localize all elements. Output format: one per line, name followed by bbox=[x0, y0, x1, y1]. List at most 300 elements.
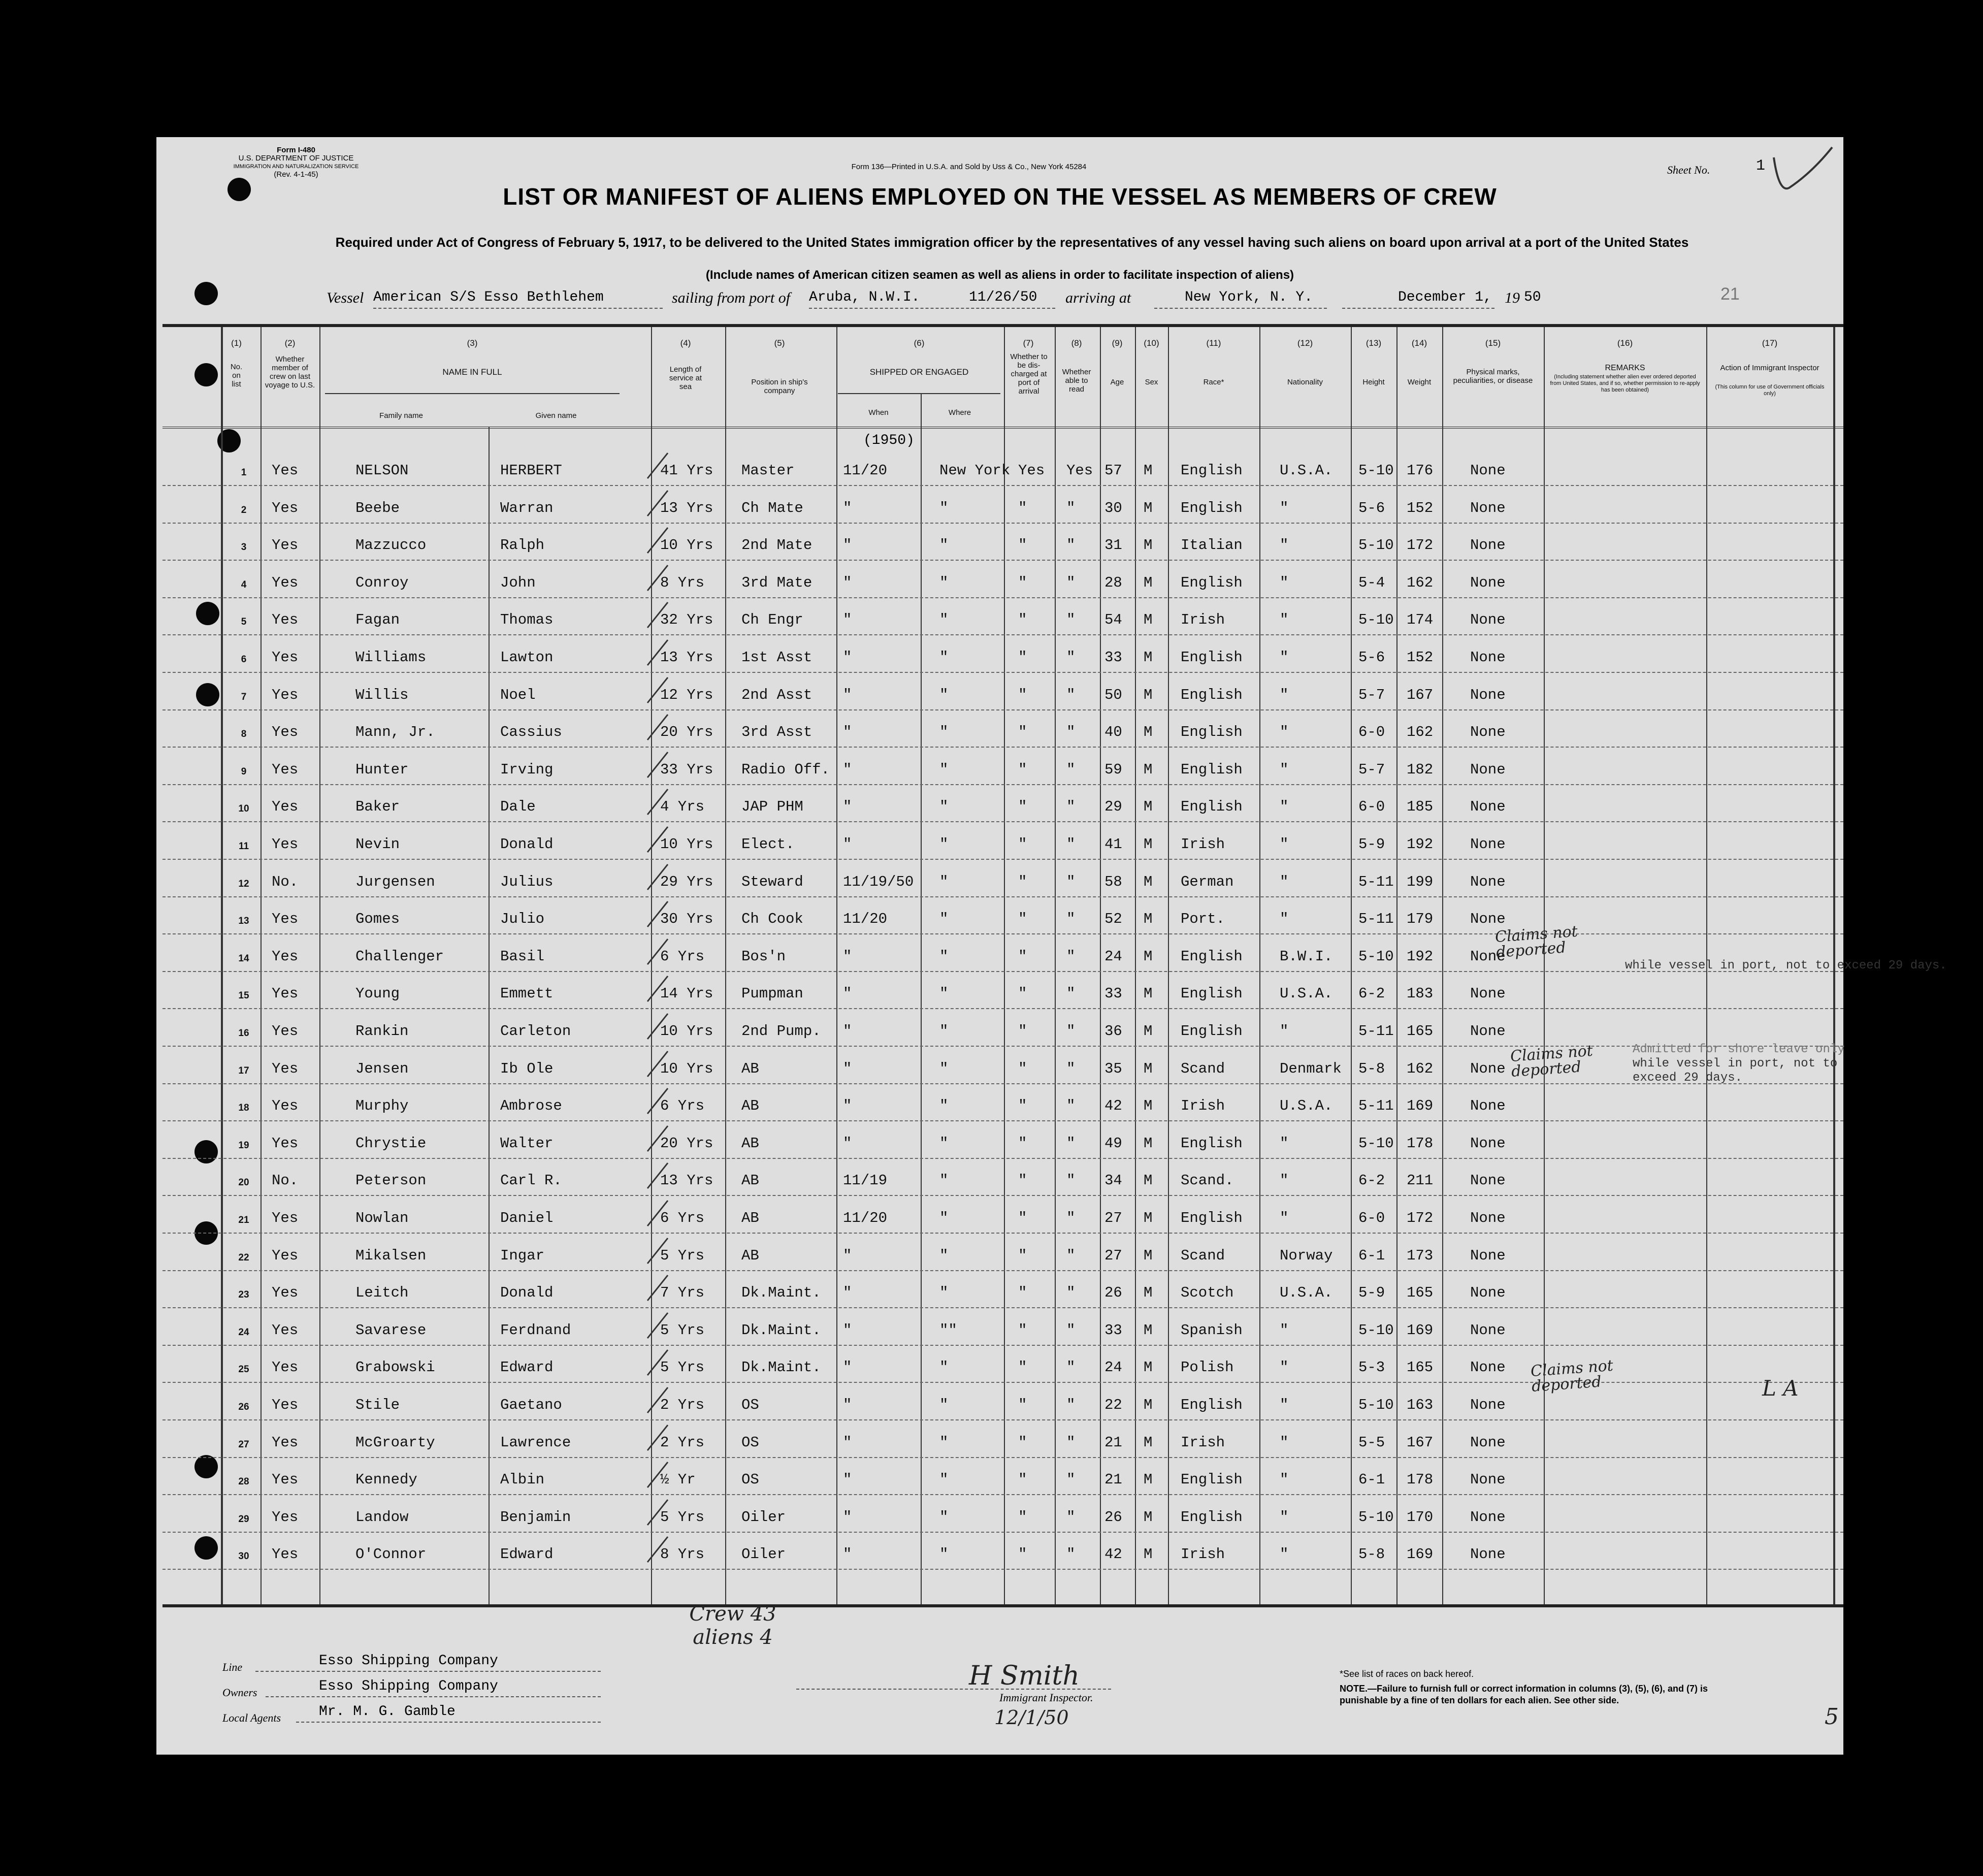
shipped-when-cell: " bbox=[843, 1284, 852, 1302]
service-cell: 41 Yrs bbox=[660, 462, 713, 479]
able-to-read-cell: " bbox=[1066, 1172, 1076, 1189]
departure-date: 11/26/50 bbox=[969, 289, 1037, 305]
table-row bbox=[162, 672, 1843, 710]
shipped-when-cell: 11/19/50 bbox=[843, 873, 914, 890]
given-name-cell: Edward bbox=[500, 1546, 554, 1563]
last-voyage-cell: Yes bbox=[272, 574, 299, 591]
col-num-8: (8) bbox=[1071, 338, 1082, 348]
height-cell: 6-0 bbox=[1358, 1210, 1385, 1226]
table-row bbox=[162, 1009, 1843, 1047]
service-cell: 10 Yrs bbox=[660, 1060, 713, 1077]
last-voyage-cell: Yes bbox=[272, 1508, 299, 1526]
given-name-cell: Ingar bbox=[500, 1247, 545, 1264]
position-cell: 1st Asst bbox=[741, 649, 812, 666]
discharged-cell: " bbox=[1018, 1508, 1027, 1526]
position-cell: Pumpman bbox=[741, 985, 803, 1002]
shipped-where-cell: " bbox=[939, 1135, 949, 1152]
nationality-cell: " bbox=[1280, 1359, 1289, 1376]
position-cell: OS bbox=[741, 1434, 759, 1451]
physical-marks-cell: None bbox=[1470, 1284, 1506, 1302]
race-cell: English bbox=[1181, 1508, 1243, 1526]
header-family-name: Family name bbox=[379, 411, 423, 420]
given-name-cell: Edward bbox=[500, 1359, 554, 1376]
row-number: 30 bbox=[238, 1551, 249, 1562]
family-name-cell: Challenger bbox=[355, 948, 444, 965]
height-cell: 5-5 bbox=[1358, 1434, 1385, 1451]
age-cell: 33 bbox=[1104, 649, 1122, 666]
row-number: 23 bbox=[238, 1289, 249, 1301]
height-cell: 5-10 bbox=[1358, 611, 1394, 629]
age-cell: 54 bbox=[1104, 611, 1122, 629]
family-name-cell: McGroarty bbox=[355, 1434, 435, 1451]
header-length-of-service: Length of service at sea bbox=[669, 365, 702, 391]
service-cell: 2 Yrs bbox=[660, 1397, 705, 1413]
weight-cell: 182 bbox=[1407, 761, 1434, 778]
last-voyage-cell: Yes bbox=[272, 1546, 299, 1563]
shipped-where-cell: " bbox=[939, 499, 949, 516]
service-cell: 10 Yrs bbox=[660, 1023, 713, 1040]
service-cell: 6 Yrs bbox=[660, 1210, 705, 1226]
crew-aliens-note: Crew 43 aliens 4 bbox=[689, 1602, 776, 1649]
age-cell: 21 bbox=[1104, 1434, 1122, 1451]
sex-cell: M bbox=[1144, 724, 1153, 741]
sex-cell: M bbox=[1144, 911, 1153, 928]
height-cell: 5-8 bbox=[1358, 1060, 1385, 1077]
last-voyage-cell: Yes bbox=[272, 537, 299, 554]
tick-mark-icon bbox=[645, 936, 670, 967]
height-cell: 5-10 bbox=[1358, 537, 1394, 554]
physical-marks-cell: None bbox=[1470, 911, 1506, 928]
row-number: 13 bbox=[238, 916, 249, 927]
row-number: 27 bbox=[238, 1439, 249, 1450]
weight-cell: 174 bbox=[1407, 611, 1434, 629]
sheet-label: Sheet No. bbox=[1667, 164, 1710, 176]
tick-mark-icon bbox=[645, 1198, 670, 1228]
service-cell: 33 Yrs bbox=[660, 761, 713, 778]
nationality-cell: " bbox=[1280, 1471, 1289, 1489]
shipped-where-cell: " bbox=[939, 1023, 949, 1040]
weight-cell: 176 bbox=[1407, 462, 1434, 479]
given-name-cell: Julius bbox=[500, 873, 554, 890]
tick-mark-icon bbox=[645, 1160, 670, 1191]
table-row bbox=[162, 1158, 1843, 1196]
discharged-cell: " bbox=[1018, 1210, 1027, 1226]
weight-cell: 167 bbox=[1407, 1434, 1434, 1451]
tick-mark-icon bbox=[645, 1422, 670, 1453]
able-to-read-cell: " bbox=[1066, 761, 1076, 778]
physical-marks-cell: None bbox=[1470, 985, 1506, 1002]
shipped-when-cell: " bbox=[843, 724, 852, 741]
able-to-read-cell: " bbox=[1066, 686, 1076, 703]
weight-cell: 169 bbox=[1407, 1097, 1434, 1115]
age-cell: 27 bbox=[1104, 1210, 1122, 1226]
nationality-cell: " bbox=[1280, 611, 1289, 629]
physical-marks-cell: None bbox=[1470, 462, 1506, 479]
race-cell: Irish bbox=[1181, 1546, 1225, 1563]
header-action: Action of Immigrant Inspector bbox=[1720, 364, 1819, 372]
discharged-cell: " bbox=[1018, 1172, 1027, 1189]
header-height: Height bbox=[1362, 378, 1385, 386]
last-voyage-cell: Yes bbox=[272, 1321, 299, 1339]
race-cell: English bbox=[1181, 1135, 1243, 1152]
nationality-cell: " bbox=[1280, 537, 1289, 554]
row-number: 4 bbox=[241, 579, 247, 590]
remark-claims-not-deported-22: Claims not deported bbox=[1530, 1356, 1614, 1396]
family-name-cell: Young bbox=[355, 985, 400, 1002]
shipped-where-cell: " bbox=[939, 1471, 949, 1489]
physical-marks-cell: None bbox=[1470, 686, 1506, 703]
row-number: 15 bbox=[238, 990, 249, 1001]
last-voyage-cell: Yes bbox=[272, 1397, 299, 1413]
height-cell: 5-8 bbox=[1358, 1546, 1385, 1563]
inspector-signature: H Smith bbox=[969, 1661, 1080, 1691]
position-cell: JAP PHM bbox=[741, 798, 803, 816]
service-cell: 2 Yrs bbox=[660, 1434, 705, 1451]
header-action-note: (This column for use of Government officials only) bbox=[1715, 384, 1825, 397]
physical-marks-cell: None bbox=[1470, 1397, 1506, 1413]
row-number: 24 bbox=[238, 1327, 249, 1338]
weight-cell: 199 bbox=[1407, 873, 1434, 890]
height-cell: 6-0 bbox=[1358, 798, 1385, 816]
shipped-where-cell: " bbox=[939, 836, 949, 853]
race-cell: Scotch bbox=[1181, 1284, 1234, 1302]
height-cell: 5-10 bbox=[1358, 462, 1394, 479]
given-name-cell: Julio bbox=[500, 911, 545, 928]
last-voyage-cell: Yes bbox=[272, 724, 299, 741]
table-row bbox=[162, 1083, 1843, 1121]
header-remarks: REMARKS bbox=[1605, 364, 1645, 372]
able-to-read-cell: " bbox=[1066, 611, 1076, 629]
tick-mark-icon bbox=[645, 1011, 670, 1042]
nationality-cell: U.S.A. bbox=[1280, 462, 1333, 479]
shipped-when-cell: 11/20 bbox=[843, 462, 888, 479]
table-row bbox=[162, 1532, 1843, 1570]
sailing-label: sailing from port of bbox=[672, 289, 791, 306]
discharged-cell: " bbox=[1018, 611, 1027, 629]
nationality-cell: " bbox=[1280, 686, 1289, 703]
table-row bbox=[162, 1308, 1843, 1346]
able-to-read-cell: " bbox=[1066, 985, 1076, 1002]
race-cell: Irish bbox=[1181, 836, 1225, 853]
position-cell: 2nd Mate bbox=[741, 537, 812, 554]
given-name-cell: Donald bbox=[500, 1284, 554, 1302]
race-cell: English bbox=[1181, 574, 1243, 591]
sex-cell: M bbox=[1144, 1546, 1153, 1563]
height-cell: 5-11 bbox=[1358, 873, 1394, 890]
given-name-cell: John bbox=[500, 574, 536, 591]
physical-marks-cell: None bbox=[1470, 1434, 1506, 1451]
given-name-cell: Walter bbox=[500, 1135, 554, 1152]
last-voyage-cell: Yes bbox=[272, 798, 299, 816]
nationality-cell: " bbox=[1280, 873, 1289, 890]
tick-mark-icon bbox=[645, 1049, 670, 1079]
table-row bbox=[162, 822, 1843, 860]
family-name-cell: Savarese bbox=[355, 1321, 427, 1339]
race-cell: German bbox=[1181, 873, 1234, 890]
last-voyage-cell: Yes bbox=[272, 1060, 299, 1077]
col-num-10: (10) bbox=[1144, 338, 1159, 348]
arrival-port: New York, N. Y. bbox=[1185, 289, 1313, 305]
sex-cell: M bbox=[1144, 798, 1153, 816]
col-num-14: (14) bbox=[1411, 338, 1427, 348]
given-name-cell: Lawton bbox=[500, 649, 554, 666]
shipped-when-cell: " bbox=[843, 1546, 852, 1563]
include-note: (Include names of American citizen seamen as well as aliens in order to facilitate inspection of aliens) bbox=[705, 268, 1294, 282]
weight-cell: 167 bbox=[1407, 686, 1434, 703]
tick-mark-icon bbox=[645, 675, 670, 705]
race-cell: English bbox=[1181, 649, 1243, 666]
row-number: 3 bbox=[241, 542, 247, 553]
discharged-cell: " bbox=[1018, 499, 1027, 516]
header-age: Age bbox=[1110, 378, 1124, 386]
arrival-date: December 1, bbox=[1398, 289, 1492, 305]
form-number: Form I-480 bbox=[277, 146, 315, 154]
height-cell: 5-6 bbox=[1358, 499, 1385, 516]
shipped-where-cell: " bbox=[939, 1359, 949, 1376]
height-cell: 6-1 bbox=[1358, 1247, 1385, 1264]
service-cell: 30 Yrs bbox=[660, 911, 713, 928]
shipped-when-cell: " bbox=[843, 1434, 852, 1451]
age-cell: 24 bbox=[1104, 1359, 1122, 1376]
page-title: LIST OR MANIFEST OF ALIENS EMPLOYED ON THE VESSEL AS MEMBERS OF CREW bbox=[503, 183, 1497, 210]
service-cell: 8 Yrs bbox=[660, 1546, 705, 1563]
weight-cell: 172 bbox=[1407, 537, 1434, 554]
sign-date: 12/1/50 bbox=[994, 1706, 1069, 1729]
agents-label: Local Agents bbox=[222, 1711, 281, 1724]
sex-cell: M bbox=[1144, 1397, 1153, 1413]
service-cell: 13 Yrs bbox=[660, 1172, 713, 1189]
table-row bbox=[162, 1457, 1843, 1495]
tick-mark-icon bbox=[645, 1497, 670, 1528]
nationality-cell: " bbox=[1280, 1023, 1289, 1040]
sex-cell: M bbox=[1144, 1210, 1153, 1226]
last-voyage-cell: Yes bbox=[272, 1471, 299, 1489]
sex-cell: M bbox=[1144, 686, 1153, 703]
physical-marks-cell: None bbox=[1470, 1471, 1506, 1489]
tick-mark-icon bbox=[645, 862, 670, 892]
weight-cell: 178 bbox=[1407, 1135, 1434, 1152]
shipped-where-cell: " bbox=[939, 948, 949, 965]
sex-cell: M bbox=[1144, 649, 1153, 666]
col-num-6: (6) bbox=[914, 338, 925, 348]
owners-label: Owners bbox=[222, 1686, 257, 1699]
given-name-cell: Ralph bbox=[500, 537, 545, 554]
row-number: 29 bbox=[238, 1513, 249, 1525]
last-voyage-cell: Yes bbox=[272, 499, 299, 516]
shipped-where-cell: " bbox=[939, 1284, 949, 1302]
shipped-where-cell: " bbox=[939, 1097, 949, 1115]
sex-cell: M bbox=[1144, 499, 1153, 516]
height-cell: 5-11 bbox=[1358, 1097, 1394, 1115]
age-cell: 34 bbox=[1104, 1172, 1122, 1189]
service-cell: 5 Yrs bbox=[660, 1321, 705, 1339]
shipped-when-cell: " bbox=[843, 1359, 852, 1376]
col-num-12: (12) bbox=[1297, 338, 1313, 348]
weight-cell: 162 bbox=[1407, 574, 1434, 591]
discharged-cell: " bbox=[1018, 1321, 1027, 1339]
able-to-read-cell: " bbox=[1066, 1546, 1076, 1563]
given-name-cell: Dale bbox=[500, 798, 536, 816]
form-service: IMMIGRATION AND NATURALIZATION SERVICE bbox=[233, 164, 359, 170]
table-row bbox=[162, 1270, 1843, 1308]
last-voyage-cell: Yes bbox=[272, 1434, 299, 1451]
position-cell: AB bbox=[741, 1172, 759, 1189]
last-voyage-cell: Yes bbox=[272, 1097, 299, 1115]
sex-cell: M bbox=[1144, 1023, 1153, 1040]
height-cell: 5-4 bbox=[1358, 574, 1385, 591]
race-cell: Polish bbox=[1181, 1359, 1234, 1376]
table-row bbox=[162, 1121, 1843, 1159]
col-num-15: (15) bbox=[1485, 338, 1501, 348]
family-name-cell: Rankin bbox=[355, 1023, 409, 1040]
header-able-to-read: Whether able to read bbox=[1062, 368, 1091, 394]
shipped-when-cell: " bbox=[843, 1060, 852, 1077]
row-number: 2 bbox=[241, 504, 247, 515]
age-cell: 57 bbox=[1104, 462, 1122, 479]
position-cell: Steward bbox=[741, 873, 803, 890]
discharged-cell: " bbox=[1018, 1097, 1027, 1115]
nationality-cell: " bbox=[1280, 724, 1289, 741]
able-to-read-cell: " bbox=[1066, 724, 1076, 741]
discharged-cell: " bbox=[1018, 761, 1027, 778]
height-cell: 5-11 bbox=[1358, 911, 1394, 928]
given-name-cell: Warran bbox=[500, 499, 554, 516]
physical-marks-cell: None bbox=[1470, 537, 1506, 554]
tick-mark-icon bbox=[645, 525, 670, 556]
able-to-read-cell: " bbox=[1066, 1023, 1076, 1040]
tick-mark-icon bbox=[645, 824, 670, 855]
shipped-when-cell: " bbox=[843, 948, 852, 965]
tick-mark-icon bbox=[645, 450, 670, 481]
row-number: 16 bbox=[238, 1028, 249, 1039]
position-cell: 3rd Asst bbox=[741, 724, 812, 741]
shipped-where-cell: New York bbox=[939, 462, 1011, 479]
shipped-where-cell: " bbox=[939, 1397, 949, 1413]
physical-marks-cell: None bbox=[1470, 836, 1506, 853]
discharged-cell: " bbox=[1018, 1397, 1027, 1413]
race-cell: Scand. bbox=[1181, 1172, 1234, 1189]
family-name-cell: Baker bbox=[355, 798, 400, 816]
age-cell: 59 bbox=[1104, 761, 1122, 778]
discharged-cell: " bbox=[1018, 873, 1027, 890]
col-num-11: (11) bbox=[1206, 338, 1221, 348]
age-cell: 24 bbox=[1104, 948, 1122, 965]
physical-marks-cell: None bbox=[1470, 1247, 1506, 1264]
remark-shore-leave-17c: exceed 29 days. bbox=[1633, 1071, 1743, 1085]
sex-cell: M bbox=[1144, 462, 1153, 479]
manifest-sheet bbox=[156, 137, 1947, 1755]
table-row bbox=[162, 448, 1843, 486]
given-name-cell: Ib Ole bbox=[500, 1060, 554, 1077]
nationality-cell: Norway bbox=[1280, 1247, 1333, 1264]
shipped-where-cell: " bbox=[939, 1247, 949, 1264]
family-name-cell: Willis bbox=[355, 686, 409, 703]
family-name-cell: Kennedy bbox=[355, 1471, 417, 1489]
weight-cell: 170 bbox=[1407, 1508, 1434, 1526]
service-cell: 6 Yrs bbox=[660, 1097, 705, 1115]
weight-cell: 163 bbox=[1407, 1397, 1434, 1413]
family-name-cell: O'Connor bbox=[355, 1546, 427, 1563]
position-cell: Oiler bbox=[741, 1508, 786, 1526]
nationality-cell: " bbox=[1280, 1172, 1289, 1189]
sex-cell: M bbox=[1144, 836, 1153, 853]
remark-shore-leave-17b: while vessel in port, not to bbox=[1633, 1057, 1838, 1071]
age-cell: 52 bbox=[1104, 911, 1122, 928]
last-voyage-cell: Yes bbox=[272, 836, 299, 853]
family-name-cell: Grabowski bbox=[355, 1359, 435, 1376]
tick-mark-icon bbox=[645, 974, 670, 1004]
race-cell: Scand bbox=[1181, 1247, 1225, 1264]
nationality-cell: " bbox=[1280, 911, 1289, 928]
position-cell: 2nd Asst bbox=[741, 686, 812, 703]
remark-claims-not-deported-14: Claims not deported bbox=[1494, 922, 1578, 961]
age-cell: 31 bbox=[1104, 537, 1122, 554]
tick-mark-icon bbox=[645, 1347, 670, 1378]
shipped-where-cell: "" bbox=[939, 1321, 957, 1339]
sex-cell: M bbox=[1144, 611, 1153, 629]
physical-marks-cell: None bbox=[1470, 1546, 1506, 1563]
nationality-cell: " bbox=[1280, 574, 1289, 591]
age-cell: 33 bbox=[1104, 985, 1122, 1002]
shipped-where-cell: " bbox=[939, 537, 949, 554]
header-when: When bbox=[868, 408, 889, 417]
header-race: Race* bbox=[1203, 378, 1224, 386]
physical-marks-cell: None bbox=[1470, 611, 1506, 629]
able-to-read-cell: " bbox=[1066, 798, 1076, 816]
last-voyage-cell: Yes bbox=[272, 761, 299, 778]
sex-cell: M bbox=[1144, 1172, 1153, 1189]
sex-cell: M bbox=[1144, 1135, 1153, 1152]
shipped-when-cell: " bbox=[843, 537, 852, 554]
weight-cell: 172 bbox=[1407, 1210, 1434, 1226]
race-cell: Irish bbox=[1181, 1434, 1225, 1451]
row-number: 12 bbox=[238, 878, 249, 889]
position-cell: AB bbox=[741, 1060, 759, 1077]
table-row bbox=[162, 597, 1843, 635]
table-row bbox=[162, 1233, 1843, 1271]
age-cell: 42 bbox=[1104, 1546, 1122, 1563]
tick-mark-icon bbox=[645, 563, 670, 593]
given-name-cell: Noel bbox=[500, 686, 536, 703]
given-name-cell: Gaetano bbox=[500, 1397, 562, 1413]
weight-cell: 192 bbox=[1407, 948, 1434, 965]
last-voyage-cell: Yes bbox=[272, 611, 299, 629]
sex-cell: M bbox=[1144, 1097, 1153, 1115]
year-prefix: 19 bbox=[1505, 289, 1520, 306]
header-weight: Weight bbox=[1407, 378, 1432, 386]
family-name-cell: Hunter bbox=[355, 761, 409, 778]
col-num-3: (3) bbox=[467, 338, 478, 348]
header-name-in-full: NAME IN FULL bbox=[442, 367, 502, 377]
given-name-cell: Benjamin bbox=[500, 1508, 571, 1526]
height-cell: 5-10 bbox=[1358, 948, 1394, 965]
weight-cell: 165 bbox=[1407, 1023, 1434, 1040]
table-row bbox=[162, 784, 1843, 822]
service-cell: 7 Yrs bbox=[660, 1284, 705, 1302]
discharged-cell: " bbox=[1018, 537, 1027, 554]
age-cell: 33 bbox=[1104, 1321, 1122, 1339]
race-cell: English bbox=[1181, 1471, 1243, 1489]
nationality-cell: " bbox=[1280, 1321, 1289, 1339]
sex-cell: M bbox=[1144, 1434, 1153, 1451]
shipped-when-cell: " bbox=[843, 798, 852, 816]
race-cell: English bbox=[1181, 798, 1243, 816]
tick-mark-icon bbox=[645, 600, 670, 630]
row-number: 25 bbox=[238, 1364, 249, 1375]
age-cell: 58 bbox=[1104, 873, 1122, 890]
discharged-cell: " bbox=[1018, 798, 1027, 816]
shipped-when-cell: " bbox=[843, 1321, 852, 1339]
